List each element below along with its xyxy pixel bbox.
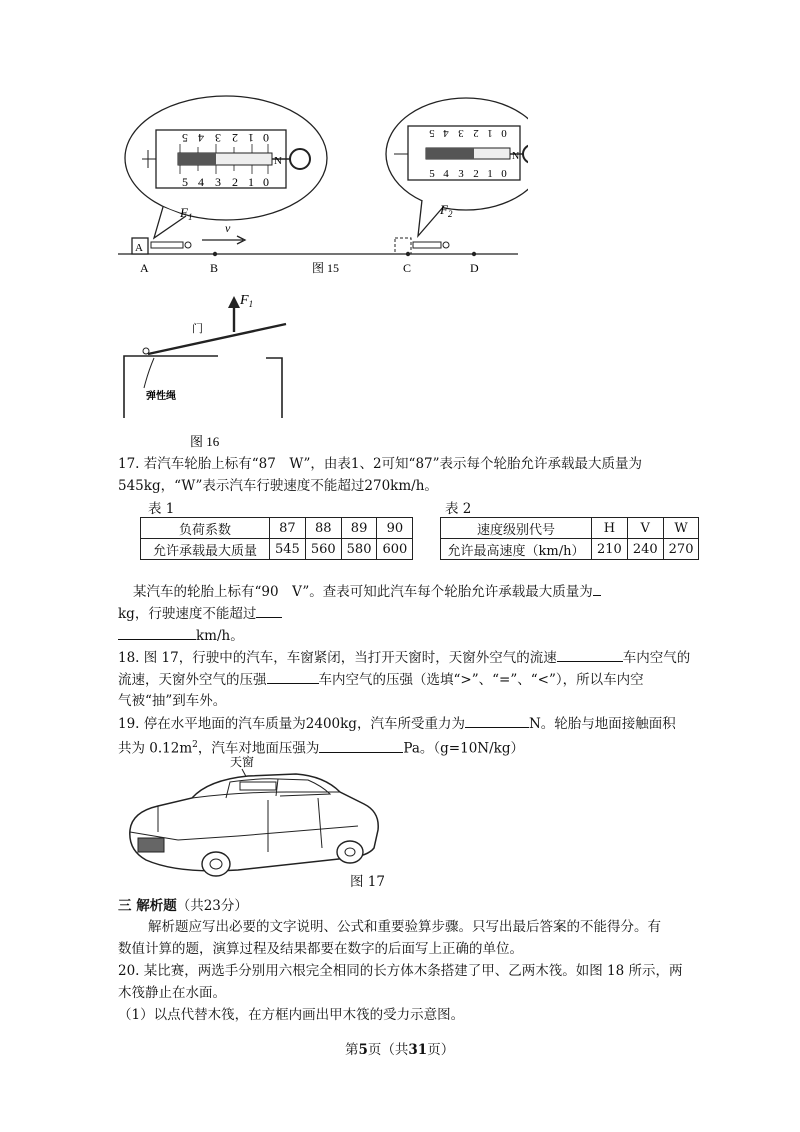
rope-label: 弹性绳 xyxy=(146,391,176,402)
svg-text:2: 2 xyxy=(473,127,479,139)
force-f1-label: $F_1$ xyxy=(240,293,254,309)
figure-16-caption: 图 16 xyxy=(190,434,220,449)
table1-row xyxy=(141,518,413,539)
q20-subquestion1: （1）以点代替木筏，在方框内画出甲木筏的受力示意图。 xyxy=(118,1007,465,1023)
q17-question-text2: kg，行驶速度不能超过 xyxy=(118,606,257,622)
table1-cell: 545 xyxy=(270,539,306,560)
table2-cell: 速度级别代号 xyxy=(441,518,592,539)
section3-title: 三 解析题 xyxy=(118,898,177,914)
svg-text:0: 0 xyxy=(501,168,507,180)
q18-text1: 18. 图 17，行驶中的汽车，车窗紧闭，当打开天窗时，天窗外空气的流速 xyxy=(118,650,557,666)
section3-instruction2: 数值计算的题，演算过程及结果都要在数字的后面写上正确的单位。 xyxy=(118,941,523,957)
q17-question-text1: 某汽车的轮胎上标有“90 V”。查表可知此汽车每个轮胎允许承载最大质量为 xyxy=(133,584,593,600)
f1-label: $F_1$ xyxy=(180,205,193,222)
figure-17 xyxy=(118,752,388,892)
table2-title: 表 2 xyxy=(445,501,472,517)
q17-question-unit: km/h。 xyxy=(196,628,244,644)
answer-blank-mass[interactable] xyxy=(593,581,601,596)
table2-cell: 允许最高速度（km/h） xyxy=(441,539,592,560)
point-b: B xyxy=(210,261,219,275)
answer-blank-speed-cont[interactable] xyxy=(118,625,196,640)
q18-text4: 车内空气的压强（选填“>”、“=”、“<”），所以车内空 xyxy=(318,672,644,688)
svg-text:1: 1 xyxy=(248,175,254,189)
table1-cell: 560 xyxy=(305,539,341,560)
q18-text3: 流速，天窗外空气的压强 xyxy=(118,672,267,688)
svg-text:1: 1 xyxy=(487,168,493,180)
table1-cell: 87 xyxy=(270,518,306,539)
figure-17-drawing xyxy=(118,752,388,892)
svg-text:3: 3 xyxy=(215,131,221,145)
door-label: 门 xyxy=(192,323,203,335)
svg-text:3: 3 xyxy=(215,175,221,189)
q19-text5: Pa。（g=10N/kg） xyxy=(403,740,524,757)
table2-cell: W xyxy=(663,518,699,539)
page-total: 31 xyxy=(408,1042,428,1058)
q17-line2: 545kg，“W”表示汽车行驶速度不能超过270km/h。 xyxy=(118,478,438,494)
q19-text3: 共为 0.12m xyxy=(118,740,193,757)
q19-text2: N。轮胎与地面接触面积 xyxy=(528,716,676,732)
q19-text1: 19. 停在水平地面的汽车质量为2400kg，汽车所受重力为 xyxy=(118,716,465,732)
table2-cell: 240 xyxy=(627,539,663,560)
section3-heading xyxy=(118,896,248,916)
svg-text:5: 5 xyxy=(182,131,188,145)
velocity-label: v xyxy=(225,221,231,235)
q20-line1: 20. 某比赛，两选手分别用六根完全相同的长方体木条搭建了甲、乙两木筏。如图 18 所示，两 xyxy=(118,963,683,979)
svg-text:2: 2 xyxy=(232,175,238,189)
q19-sup: 2 xyxy=(192,740,198,750)
footer-pre: 第 xyxy=(345,1042,359,1058)
point-c: C xyxy=(403,261,412,275)
svg-text:5: 5 xyxy=(429,168,435,180)
table1-cell: 90 xyxy=(377,518,413,539)
page-number: 5 xyxy=(358,1042,368,1058)
answer-blank-speed[interactable] xyxy=(256,603,282,618)
table2-cell: V xyxy=(627,518,663,539)
figure-17-caption: 图 17 xyxy=(350,874,385,890)
table2-row xyxy=(441,539,699,560)
table2-row xyxy=(441,518,699,539)
q18-text2: 车内空气的 xyxy=(622,650,691,666)
svg-text:5: 5 xyxy=(182,175,188,189)
answer-blank-flow[interactable] xyxy=(557,647,623,662)
q20-line2: 木筏静止在水面。 xyxy=(118,985,226,1001)
table1-cell: 负荷系数 xyxy=(141,518,270,539)
table1-row xyxy=(141,539,413,560)
table-2 xyxy=(440,517,699,560)
svg-text:5: 5 xyxy=(429,127,435,139)
table1-cell: 允许承载最大质量 xyxy=(141,539,270,560)
table1-cell: 600 xyxy=(377,539,413,560)
q17-question-line1 xyxy=(133,581,601,602)
svg-text:2: 2 xyxy=(232,131,238,145)
svg-text:0: 0 xyxy=(263,175,269,189)
table-1 xyxy=(140,517,413,560)
footer-mid: 页（共 xyxy=(367,1042,409,1058)
figure-16 xyxy=(118,288,298,453)
svg-text:2: 2 xyxy=(473,168,479,180)
svg-text:0: 0 xyxy=(501,127,507,139)
svg-text:0: 0 xyxy=(263,131,269,145)
q17-question-line3 xyxy=(118,625,244,646)
svg-text:1: 1 xyxy=(487,127,493,139)
spring-scale-left xyxy=(142,130,310,189)
footer-post: 页） xyxy=(427,1042,455,1058)
table2-cell: H xyxy=(592,518,628,539)
table1-title: 表 1 xyxy=(148,501,175,517)
spring-scale-right xyxy=(394,126,528,180)
svg-text:4: 4 xyxy=(198,131,204,145)
point-d: D xyxy=(470,261,479,275)
answer-blank-gravity[interactable] xyxy=(465,713,529,728)
point-a: A xyxy=(140,261,149,275)
table2-cell: 270 xyxy=(663,539,699,560)
svg-text:4: 4 xyxy=(443,168,449,180)
svg-text:3: 3 xyxy=(458,168,464,180)
block-a: A xyxy=(135,242,143,254)
sunroof-label: 天窗 xyxy=(230,755,255,769)
table1-cell: 89 xyxy=(341,518,377,539)
q17-line1: 17. 若汽车轮胎上标有“87 W”，由表1、2可知“87”表示每个轮胎允许承载最大质量为 xyxy=(118,456,643,472)
q19-line1 xyxy=(118,713,676,734)
scale-unit-left: N xyxy=(274,155,282,167)
scale-unit-right: N xyxy=(512,151,520,162)
q19-text4: ，汽车对地面压强为 xyxy=(197,740,320,757)
table1-cell: 580 xyxy=(341,539,377,560)
svg-text:3: 3 xyxy=(458,127,464,139)
svg-text:4: 4 xyxy=(198,175,204,189)
svg-text:4: 4 xyxy=(443,127,449,139)
figure-16-drawing xyxy=(118,288,298,453)
q17-question-line2 xyxy=(118,603,282,624)
f2-label: $F_2$ xyxy=(440,202,453,219)
answer-blank-pressure-value[interactable] xyxy=(319,738,403,753)
figure-15-drawing xyxy=(118,92,528,282)
svg-text:1: 1 xyxy=(248,131,254,145)
answer-blank-pressure[interactable] xyxy=(267,669,319,684)
table1-cell: 88 xyxy=(305,518,341,539)
table2-cell: 210 xyxy=(592,539,628,560)
page-footer xyxy=(345,1040,454,1060)
q18-line2 xyxy=(118,669,644,690)
figure-15-caption: 图 15 xyxy=(312,261,340,275)
q18-line3: 气被“抽”到车外。 xyxy=(118,693,227,709)
figure-15 xyxy=(118,92,528,282)
section3-score: （共23分） xyxy=(176,898,248,914)
section3-instruction1: 解析题应写出必要的文字说明、公式和重要验算步骤。只写出最后答案的不能得分。有 xyxy=(148,919,661,935)
q18-line1 xyxy=(118,647,690,668)
